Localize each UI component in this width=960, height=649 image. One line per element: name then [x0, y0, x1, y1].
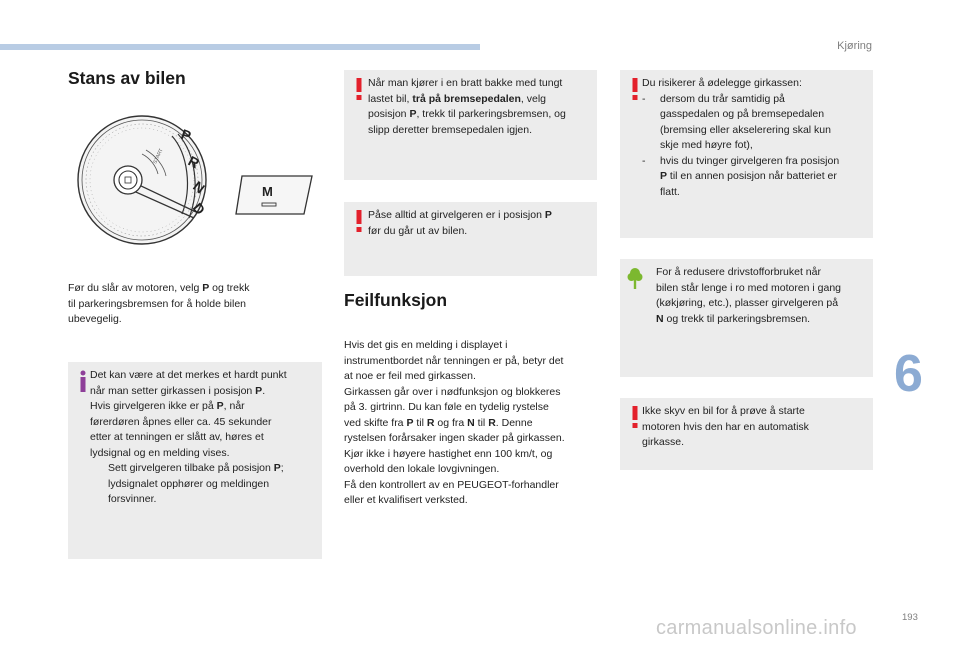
fault-line: instrumentbordet når tenningen er på, betyr det: [344, 354, 564, 367]
info-line: etter at tenningen er slått av, høres et: [90, 431, 264, 443]
gear-selector-illustration: [76, 114, 316, 246]
header-accent-bar: [0, 44, 480, 50]
fault-paragraph: [344, 338, 604, 509]
warning-item-line: flatt.: [660, 185, 680, 198]
warning-box-push-start: [620, 398, 873, 470]
warning-box-park: [344, 202, 597, 276]
warning-item-line: (bremsing eller akselerering skal kun: [660, 123, 831, 136]
fault-line: Hvis det gis en melding i displayet i: [344, 339, 508, 351]
dash-marker: -: [642, 154, 646, 167]
warning-item: [642, 92, 867, 108]
warning-intro: Du risikerer å ødelegge girkassen:: [642, 77, 802, 89]
warning-line: slipp deretter bremsepedalen igjen.: [368, 123, 533, 136]
m-mode-label: M: [262, 184, 273, 199]
info-line: når man setter girkassen i posisjon P.: [90, 384, 266, 397]
gear-letter-d: D: [189, 199, 209, 218]
warning-line: før du går ut av bilen.: [368, 224, 468, 237]
section-title-stans: Stans av bilen: [68, 68, 186, 88]
eco-tree-icon: [626, 267, 644, 289]
chapter-number: 6: [894, 345, 923, 403]
warning-item-line: gasspedalen og på bremsepedalen: [660, 108, 825, 120]
intro-paragraph: [68, 281, 318, 328]
fault-line: rystelsen forårsaker ingen skader på girkassen.: [344, 432, 565, 444]
warning-line: posisjon P, trekk til parkeringsbremsen, og: [368, 108, 566, 120]
fault-line: eller et kvalifisert verksted.: [344, 494, 468, 506]
eco-line: bilen står lenge i ro med motoren i gang: [656, 281, 842, 294]
gear-letter-n: N: [190, 177, 208, 197]
fault-line: overhold den lokale lovgivningen.: [344, 463, 500, 475]
warning-icon: [352, 78, 366, 100]
warning-line: lastet bil, trå på bremsepedalen, velg: [368, 92, 547, 105]
intro-line: ubevegelig.: [68, 313, 122, 325]
info-bullet: [90, 461, 316, 477]
page-number: 193: [902, 612, 918, 623]
warning-line: Påse alltid at girvelgeren er i posisjon P: [368, 209, 552, 221]
info-line: førerdøren åpnes eller ca. 45 sekunder: [90, 415, 272, 428]
info-line: lydsignal og en melding vises.: [90, 446, 230, 459]
warning-icon: [628, 406, 642, 428]
m-mode-button: [236, 176, 312, 214]
eco-line: For å redusere drivstofforbruket når: [656, 266, 821, 278]
watermark: carmanualsonline.info: [656, 617, 857, 639]
warning-line: Ikke skyv en bil for å prøve å starte: [642, 405, 805, 417]
warning-line: girkasse.: [642, 436, 685, 448]
warning-line: motoren hvis den har en automatisk: [642, 420, 809, 433]
eco-line: N og trekk til parkeringsbremsen.: [656, 312, 811, 325]
section-title-feilfunksjon: Feilfunksjon: [344, 290, 448, 310]
dash-marker: -: [642, 92, 646, 105]
warning-item-line: dersom du trår samtidig på: [660, 92, 785, 105]
svg-text:START: START: [152, 147, 165, 165]
fault-line: Få den kontrollert av en PEUGEOT-forhandler: [344, 478, 559, 491]
fault-line: på 3. girtrinn. Du kan føle en tydelig rystelse: [344, 401, 549, 413]
gear-letter-r: R: [185, 152, 203, 172]
warning-line: Når man kjører i en bratt bakke med tungt: [368, 77, 563, 89]
info-line: Hvis girvelgeren ikke er på P, når: [90, 400, 245, 412]
warning-icon: [628, 78, 642, 100]
warning-icon: [352, 210, 366, 232]
warning-item: [642, 154, 867, 170]
intro-line: til parkeringsbremsen for å holde bilen: [68, 297, 247, 310]
fault-line: at noe er feil med girkassen.: [344, 370, 476, 382]
info-bullet-line: lydsignalet opphører og meldingen: [108, 477, 270, 490]
fault-line: Girkassen går over i nødfunksjon og blokkeres: [344, 385, 561, 398]
info-icon: [76, 370, 90, 392]
gear-letter-p: P: [178, 125, 194, 145]
eco-box: [620, 259, 873, 377]
warning-item-line: hvis du tvinger girvelgeren fra posisjon: [660, 154, 840, 167]
eco-line: (køkjøring, etc.), plasser girvelgeren på: [656, 297, 839, 309]
fault-line: Kjør ikke i høyere hastighet enn 100 km/t, og: [344, 447, 553, 460]
warning-box-slope: [344, 70, 597, 180]
section-label: Kjøring: [837, 40, 872, 52]
info-bullet-line: forsvinner.: [108, 493, 157, 505]
info-bullet-line: Sett girvelgeren tilbake på posisjon P;: [108, 462, 284, 474]
warning-item-line: P til en annen posisjon når batteriet er: [660, 170, 837, 182]
intro-line: Før du slår av motoren, velg P og trekk: [68, 282, 250, 294]
fault-line: ved skifte fra P til R og fra N til R. Denne: [344, 416, 533, 429]
info-line: Det kan være at det merkes et hardt punkt: [90, 369, 287, 381]
warning-item-line: skje med høyre fot),: [660, 139, 753, 151]
info-box: [68, 362, 322, 559]
warning-box-gearbox: [620, 70, 873, 238]
